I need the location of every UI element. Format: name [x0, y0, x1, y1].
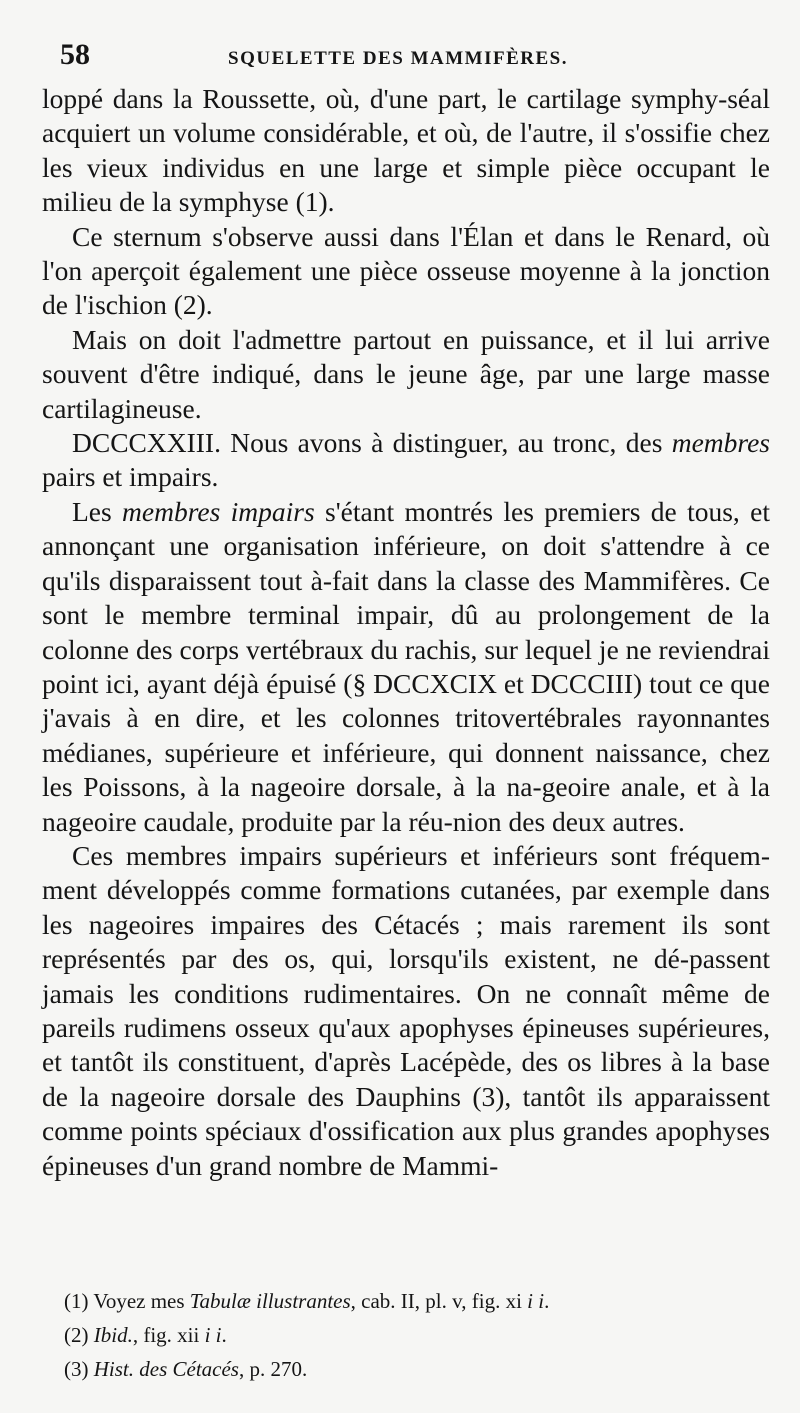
- text-run: Les: [72, 495, 123, 527]
- text-run: , fig. xii: [132, 1323, 205, 1347]
- text-run: Mais on doit l'admettre partout en puissance, et il lui arrive souvent d'être indiqué, dans le jeune âge, par une large masse cartilagineuse.: [42, 323, 770, 424]
- text-run: (3): [64, 1357, 94, 1381]
- paragraph: [42, 220, 770, 323]
- paragraph: [42, 323, 770, 426]
- footnote: [64, 1352, 764, 1386]
- italic-text: membres impairs: [122, 495, 315, 527]
- text-run: Ces membres impairs supérieurs et inférieurs sont fréquem-ment développés comme formations cutanées, par exemple dans les nageoires impaires des Cétacés ; mais rarement ils sont représentés par des os, qui, lorsqu'ils existent, ne dé-passent jamais les conditions rudimentaires. On ne connaît même de pareils rudimens osseux qu'aux apophyses épineuses supérieures, et tantôt ils constituent, d'après Lacépède, des os libres à la base de la nageoire dorsale des Dauphins (3), tantôt ils apparaissent comme points spéciaux d'ossification aux plus grandes apophyses épineuses d'un grand nombre de Mammi-: [42, 839, 770, 1181]
- text-run: , cab. II, pl. v, fig. xi: [350, 1289, 528, 1313]
- text-run: pairs et impairs.: [42, 461, 219, 493]
- paragraph: [42, 495, 770, 839]
- footnote: [64, 1318, 764, 1352]
- body-text: [42, 82, 770, 1183]
- italic-text: Hist. des Cétacés: [93, 1357, 239, 1381]
- text-run: Ce sternum s'observe aussi dans l'Élan et dans le Renard, où l'on aperçoit également une pièce osseuse moyenne à la jonction de l'ischion (2).: [42, 220, 770, 321]
- italic-text: i i: [527, 1289, 545, 1313]
- text-run: (2): [64, 1323, 94, 1347]
- paragraph: [42, 426, 770, 495]
- text-run: (1) Voyez mes: [64, 1289, 190, 1313]
- text-run: , p. 270.: [238, 1357, 308, 1381]
- paragraph: [42, 839, 770, 1183]
- text-run: .: [221, 1323, 227, 1347]
- text-run: loppé dans la Roussette, où, d'une part, le cartilage symphy-séal acquiert un volume considérable, et où, de l'autre, il s'ossifie chez les vieux individus en une large et simple pièce occupant le milieu de la symphyse (1).: [42, 83, 770, 218]
- italic-text: membres: [671, 427, 770, 459]
- italic-text: Ibid.: [93, 1323, 133, 1347]
- running-title: SQUELETTE DES MAMMIFÈRES.: [228, 48, 568, 69]
- page-number: 58: [60, 38, 90, 71]
- page-header: [0, 36, 800, 80]
- paragraph: [42, 82, 770, 220]
- text-run: .: [544, 1289, 550, 1313]
- italic-text: i i: [204, 1323, 222, 1347]
- footnote: [64, 1284, 764, 1318]
- footnotes: [64, 1284, 764, 1386]
- text-run: DCCCXXIII. Nous avons à distinguer, au tronc, des: [72, 427, 672, 459]
- text-run: s'étant montrés les premiers de tous, et annonçant une organisation inférieure, on doit s'attendre à ce qu'ils disparaissent tout à-fait dans la classe des Mammifères. Ce sont le membre terminal impair, dû au prolongement de la colonne des corps vertébraux du rachis, sur lequel je ne reviendrai point ici, ayant déjà épuisé (§ DCCXCIX et DCCCIII) tout ce que j'avais à en dire, et les colonnes tritovertébrales rayonnantes médianes, supérieure et inférieure, qui donnent naissance, chez les Poissons, à la nageoire dorsale, à la na-geoire anale, et à la nageoire caudale, produite par la réu-nion des deux autres.: [42, 495, 770, 837]
- italic-text: Tabulæ illustrantes: [189, 1289, 351, 1313]
